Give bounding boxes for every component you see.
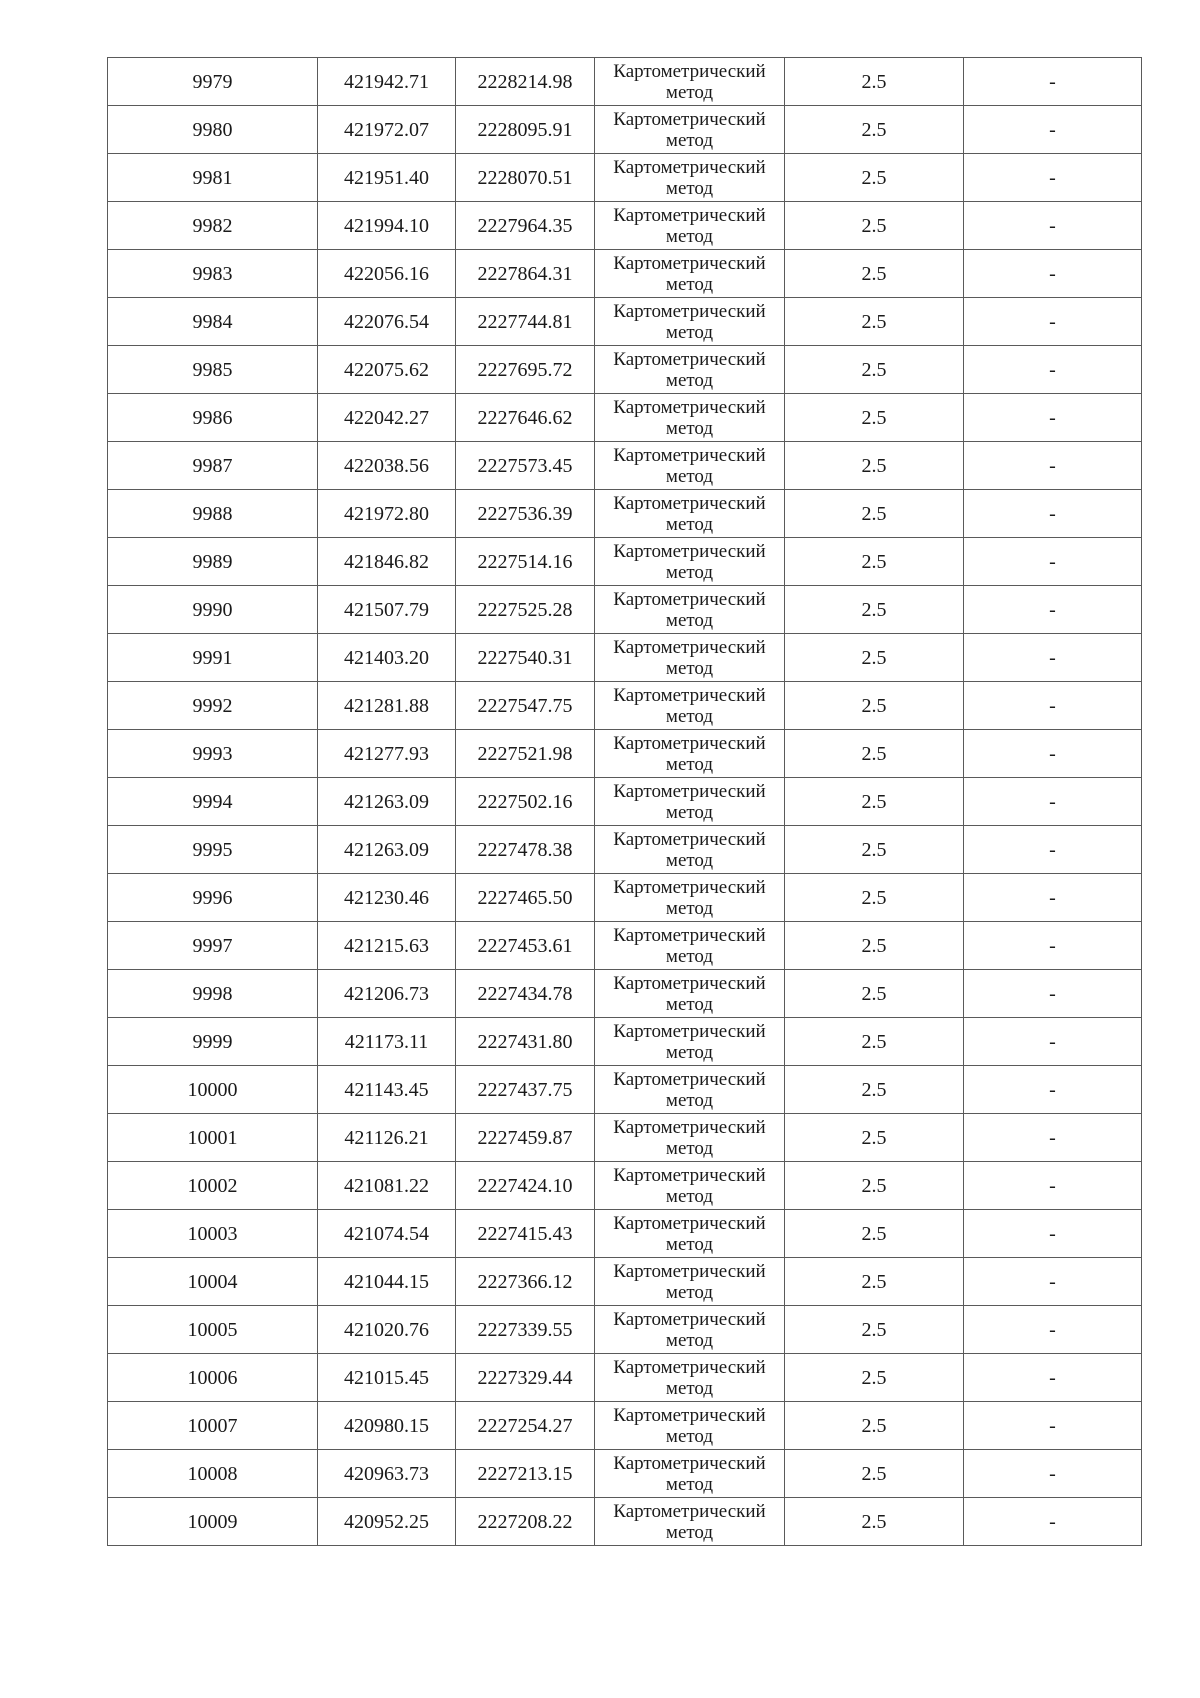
table-row — [108, 490, 1142, 538]
accuracy-cell: 2.5 — [785, 682, 964, 730]
table-row — [108, 538, 1142, 586]
x-coordinate-cell: 422038.56 — [318, 442, 456, 490]
method-cell: Картометрический метод — [595, 1210, 785, 1258]
x-coordinate-cell: 422075.62 — [318, 346, 456, 394]
y-coordinate-cell: 2227547.75 — [456, 682, 595, 730]
accuracy-cell: 2.5 — [785, 394, 964, 442]
x-coordinate-cell: 420980.15 — [318, 1402, 456, 1450]
description-cell: - — [964, 1018, 1142, 1066]
y-coordinate-cell: 2227514.16 — [456, 538, 595, 586]
point-number-cell: 10004 — [108, 1258, 318, 1306]
table-row — [108, 634, 1142, 682]
point-number-cell: 9996 — [108, 874, 318, 922]
accuracy-cell: 2.5 — [785, 106, 964, 154]
accuracy-cell: 2.5 — [785, 634, 964, 682]
table-row — [108, 586, 1142, 634]
accuracy-cell: 2.5 — [785, 1450, 964, 1498]
description-cell: - — [964, 202, 1142, 250]
x-coordinate-cell: 421263.09 — [318, 826, 456, 874]
accuracy-cell: 2.5 — [785, 490, 964, 538]
description-cell: - — [964, 874, 1142, 922]
description-cell: - — [964, 1258, 1142, 1306]
method-cell: Картометрический метод — [595, 1066, 785, 1114]
method-cell: Картометрический метод — [595, 1018, 785, 1066]
x-coordinate-cell: 421015.45 — [318, 1354, 456, 1402]
method-cell: Картометрический метод — [595, 1162, 785, 1210]
accuracy-cell: 2.5 — [785, 538, 964, 586]
accuracy-cell: 2.5 — [785, 826, 964, 874]
point-number-cell: 9998 — [108, 970, 318, 1018]
description-cell: - — [964, 682, 1142, 730]
point-number-cell: 9995 — [108, 826, 318, 874]
x-coordinate-cell: 421215.63 — [318, 922, 456, 970]
y-coordinate-cell: 2227525.28 — [456, 586, 595, 634]
x-coordinate-cell: 422042.27 — [318, 394, 456, 442]
description-cell: - — [964, 538, 1142, 586]
point-number-cell: 10009 — [108, 1498, 318, 1546]
point-number-cell: 9985 — [108, 346, 318, 394]
y-coordinate-cell: 2227573.45 — [456, 442, 595, 490]
y-coordinate-cell: 2227329.44 — [456, 1354, 595, 1402]
point-number-cell: 9979 — [108, 58, 318, 106]
x-coordinate-cell: 421126.21 — [318, 1114, 456, 1162]
y-coordinate-cell: 2227502.16 — [456, 778, 595, 826]
x-coordinate-cell: 421994.10 — [318, 202, 456, 250]
table-row — [108, 346, 1142, 394]
description-cell: - — [964, 1066, 1142, 1114]
accuracy-cell: 2.5 — [785, 1018, 964, 1066]
accuracy-cell: 2.5 — [785, 1066, 964, 1114]
accuracy-cell: 2.5 — [785, 1498, 964, 1546]
y-coordinate-cell: 2227415.43 — [456, 1210, 595, 1258]
point-number-cell: 9994 — [108, 778, 318, 826]
method-cell: Картометрический метод — [595, 106, 785, 154]
accuracy-cell: 2.5 — [785, 922, 964, 970]
y-coordinate-cell: 2227646.62 — [456, 394, 595, 442]
table-row — [108, 154, 1142, 202]
table-row — [108, 682, 1142, 730]
x-coordinate-cell: 421143.45 — [318, 1066, 456, 1114]
point-number-cell: 10002 — [108, 1162, 318, 1210]
method-cell: Картометрический метод — [595, 346, 785, 394]
table-row — [108, 250, 1142, 298]
point-number-cell: 9997 — [108, 922, 318, 970]
method-cell: Картометрический метод — [595, 298, 785, 346]
x-coordinate-cell: 421277.93 — [318, 730, 456, 778]
method-cell: Картометрический метод — [595, 394, 785, 442]
accuracy-cell: 2.5 — [785, 1210, 964, 1258]
table-row — [108, 1018, 1142, 1066]
table-row — [108, 394, 1142, 442]
y-coordinate-cell: 2228214.98 — [456, 58, 595, 106]
x-coordinate-cell: 421951.40 — [318, 154, 456, 202]
accuracy-cell: 2.5 — [785, 730, 964, 778]
point-number-cell: 10008 — [108, 1450, 318, 1498]
table-row — [108, 1498, 1142, 1546]
x-coordinate-cell: 421206.73 — [318, 970, 456, 1018]
method-cell: Картометрический метод — [595, 490, 785, 538]
y-coordinate-cell: 2227695.72 — [456, 346, 595, 394]
y-coordinate-cell: 2227521.98 — [456, 730, 595, 778]
description-cell: - — [964, 1210, 1142, 1258]
description-cell: - — [964, 778, 1142, 826]
method-cell: Картометрический метод — [595, 1354, 785, 1402]
table-row — [108, 442, 1142, 490]
description-cell: - — [964, 250, 1142, 298]
x-coordinate-cell: 421263.09 — [318, 778, 456, 826]
description-cell: - — [964, 394, 1142, 442]
point-number-cell: 9989 — [108, 538, 318, 586]
point-number-cell: 10000 — [108, 1066, 318, 1114]
table-row — [108, 1114, 1142, 1162]
point-number-cell: 9988 — [108, 490, 318, 538]
y-coordinate-cell: 2228095.91 — [456, 106, 595, 154]
method-cell: Картометрический метод — [595, 730, 785, 778]
y-coordinate-cell: 2228070.51 — [456, 154, 595, 202]
accuracy-cell: 2.5 — [785, 1306, 964, 1354]
table-row — [108, 826, 1142, 874]
y-coordinate-cell: 2227366.12 — [456, 1258, 595, 1306]
accuracy-cell: 2.5 — [785, 346, 964, 394]
table-row — [108, 1162, 1142, 1210]
method-cell: Картометрический метод — [595, 154, 785, 202]
y-coordinate-cell: 2227864.31 — [456, 250, 595, 298]
x-coordinate-cell: 421074.54 — [318, 1210, 456, 1258]
table-row — [108, 106, 1142, 154]
description-cell: - — [964, 634, 1142, 682]
description-cell: - — [964, 106, 1142, 154]
description-cell: - — [964, 58, 1142, 106]
coordinates-table-body — [108, 58, 1142, 1546]
y-coordinate-cell: 2227424.10 — [456, 1162, 595, 1210]
description-cell: - — [964, 1402, 1142, 1450]
x-coordinate-cell: 421972.80 — [318, 490, 456, 538]
description-cell: - — [964, 1450, 1142, 1498]
point-number-cell: 10006 — [108, 1354, 318, 1402]
accuracy-cell: 2.5 — [785, 154, 964, 202]
method-cell: Картометрический метод — [595, 1114, 785, 1162]
table-row — [108, 1066, 1142, 1114]
table-row — [108, 298, 1142, 346]
y-coordinate-cell: 2227536.39 — [456, 490, 595, 538]
accuracy-cell: 2.5 — [785, 1258, 964, 1306]
method-cell: Картометрический метод — [595, 250, 785, 298]
method-cell: Картометрический метод — [595, 922, 785, 970]
description-cell: - — [964, 1114, 1142, 1162]
accuracy-cell: 2.5 — [785, 1162, 964, 1210]
point-number-cell: 9981 — [108, 154, 318, 202]
x-coordinate-cell: 421403.20 — [318, 634, 456, 682]
method-cell: Картометрический метод — [595, 202, 785, 250]
y-coordinate-cell: 2227453.61 — [456, 922, 595, 970]
table-row — [108, 1354, 1142, 1402]
point-number-cell: 9992 — [108, 682, 318, 730]
method-cell: Картометрический метод — [595, 682, 785, 730]
x-coordinate-cell: 421972.07 — [318, 106, 456, 154]
y-coordinate-cell: 2227478.38 — [456, 826, 595, 874]
method-cell: Картометрический метод — [595, 442, 785, 490]
y-coordinate-cell: 2227254.27 — [456, 1402, 595, 1450]
point-number-cell: 9983 — [108, 250, 318, 298]
description-cell: - — [964, 922, 1142, 970]
description-cell: - — [964, 1354, 1142, 1402]
method-cell: Картометрический метод — [595, 1306, 785, 1354]
description-cell: - — [964, 1162, 1142, 1210]
y-coordinate-cell: 2227437.75 — [456, 1066, 595, 1114]
table-row — [108, 730, 1142, 778]
accuracy-cell: 2.5 — [785, 586, 964, 634]
method-cell: Картометрический метод — [595, 634, 785, 682]
point-number-cell: 10007 — [108, 1402, 318, 1450]
x-coordinate-cell: 421846.82 — [318, 538, 456, 586]
point-number-cell: 9982 — [108, 202, 318, 250]
y-coordinate-cell: 2227459.87 — [456, 1114, 595, 1162]
y-coordinate-cell: 2227208.22 — [456, 1498, 595, 1546]
method-cell: Картометрический метод — [595, 1498, 785, 1546]
accuracy-cell: 2.5 — [785, 874, 964, 922]
description-cell: - — [964, 970, 1142, 1018]
table-row — [108, 1258, 1142, 1306]
x-coordinate-cell: 421230.46 — [318, 874, 456, 922]
point-number-cell: 10005 — [108, 1306, 318, 1354]
accuracy-cell: 2.5 — [785, 202, 964, 250]
description-cell: - — [964, 1498, 1142, 1546]
y-coordinate-cell: 2227339.55 — [456, 1306, 595, 1354]
x-coordinate-cell: 421020.76 — [318, 1306, 456, 1354]
accuracy-cell: 2.5 — [785, 970, 964, 1018]
table-row — [108, 1450, 1142, 1498]
table-row — [108, 202, 1142, 250]
x-coordinate-cell: 420952.25 — [318, 1498, 456, 1546]
description-cell: - — [964, 442, 1142, 490]
accuracy-cell: 2.5 — [785, 298, 964, 346]
point-number-cell: 9999 — [108, 1018, 318, 1066]
y-coordinate-cell: 2227213.15 — [456, 1450, 595, 1498]
accuracy-cell: 2.5 — [785, 1354, 964, 1402]
description-cell: - — [964, 346, 1142, 394]
x-coordinate-cell: 421044.15 — [318, 1258, 456, 1306]
y-coordinate-cell: 2227431.80 — [456, 1018, 595, 1066]
point-number-cell: 9990 — [108, 586, 318, 634]
accuracy-cell: 2.5 — [785, 1402, 964, 1450]
accuracy-cell: 2.5 — [785, 1114, 964, 1162]
x-coordinate-cell: 421281.88 — [318, 682, 456, 730]
x-coordinate-cell: 422076.54 — [318, 298, 456, 346]
y-coordinate-cell: 2227434.78 — [456, 970, 595, 1018]
x-coordinate-cell: 421507.79 — [318, 586, 456, 634]
table-row — [108, 922, 1142, 970]
description-cell: - — [964, 730, 1142, 778]
method-cell: Картометрический метод — [595, 874, 785, 922]
table-row — [108, 1210, 1142, 1258]
point-number-cell: 9980 — [108, 106, 318, 154]
accuracy-cell: 2.5 — [785, 778, 964, 826]
description-cell: - — [964, 586, 1142, 634]
description-cell: - — [964, 298, 1142, 346]
description-cell: - — [964, 154, 1142, 202]
x-coordinate-cell: 421081.22 — [318, 1162, 456, 1210]
description-cell: - — [964, 1306, 1142, 1354]
method-cell: Картометрический метод — [595, 970, 785, 1018]
table-row — [108, 970, 1142, 1018]
table-row — [108, 778, 1142, 826]
y-coordinate-cell: 2227744.81 — [456, 298, 595, 346]
method-cell: Картометрический метод — [595, 826, 785, 874]
y-coordinate-cell: 2227465.50 — [456, 874, 595, 922]
description-cell: - — [964, 826, 1142, 874]
x-coordinate-cell: 422056.16 — [318, 250, 456, 298]
accuracy-cell: 2.5 — [785, 250, 964, 298]
method-cell: Картометрический метод — [595, 1258, 785, 1306]
accuracy-cell: 2.5 — [785, 58, 964, 106]
table-row — [108, 58, 1142, 106]
method-cell: Картометрический метод — [595, 58, 785, 106]
y-coordinate-cell: 2227540.31 — [456, 634, 595, 682]
point-number-cell: 10003 — [108, 1210, 318, 1258]
method-cell: Картометрический метод — [595, 538, 785, 586]
method-cell: Картометрический метод — [595, 778, 785, 826]
y-coordinate-cell: 2227964.35 — [456, 202, 595, 250]
method-cell: Картометрический метод — [595, 1450, 785, 1498]
point-number-cell: 9986 — [108, 394, 318, 442]
x-coordinate-cell: 420963.73 — [318, 1450, 456, 1498]
x-coordinate-cell: 421173.11 — [318, 1018, 456, 1066]
table-row — [108, 874, 1142, 922]
point-number-cell: 9993 — [108, 730, 318, 778]
point-number-cell: 9987 — [108, 442, 318, 490]
accuracy-cell: 2.5 — [785, 442, 964, 490]
table-row — [108, 1306, 1142, 1354]
description-cell: - — [964, 490, 1142, 538]
point-number-cell: 9984 — [108, 298, 318, 346]
point-number-cell: 9991 — [108, 634, 318, 682]
x-coordinate-cell: 421942.71 — [318, 58, 456, 106]
table-row — [108, 1402, 1142, 1450]
method-cell: Картометрический метод — [595, 1402, 785, 1450]
method-cell: Картометрический метод — [595, 586, 785, 634]
point-number-cell: 10001 — [108, 1114, 318, 1162]
coordinates-table — [107, 57, 1142, 1546]
